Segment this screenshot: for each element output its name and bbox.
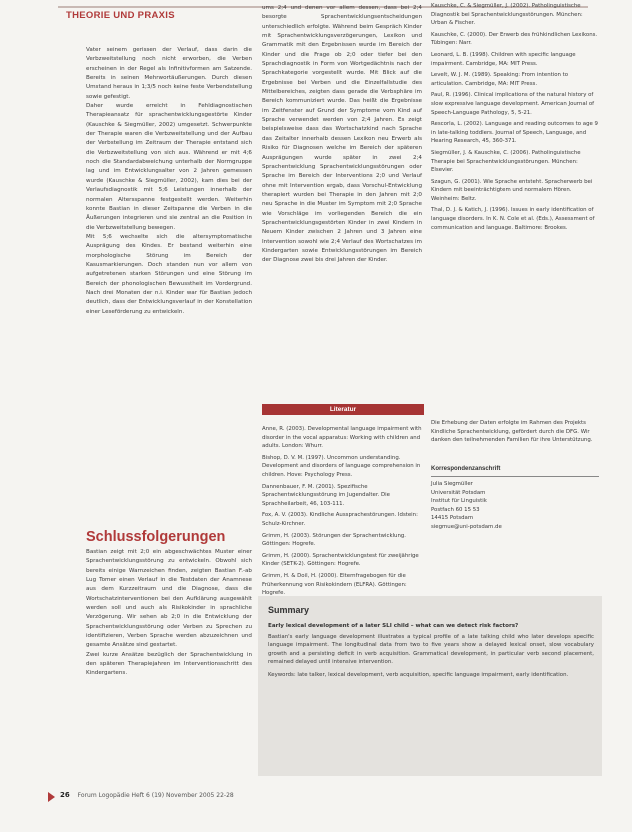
reference: Grimm, H. & Doil, H. (2000). Elternfragebogen für die Früherkennung von Risikokindern (ELFRA). Göttingen: Hogrefe. xyxy=(262,572,407,597)
column-1-bottom xyxy=(86,548,252,679)
reference: Paul, R. (1996). Clinical implications of the natural history of slow expressive language development. American Journal of Speech-Language Pathology, 5, 5-21. xyxy=(431,92,595,116)
correspondence-title: Korrespondenzanschrift xyxy=(431,466,501,472)
reference-list-col2 xyxy=(262,425,424,601)
section-label: THEORIE UND PRAXIS xyxy=(66,10,175,21)
reference: Grimm, H. (2000). Sprachentwicklungstest für zweijährige Kinder (SETK-2). Göttingen: Hogrefe. xyxy=(262,552,419,568)
paragraph: ums 2;4 und denen vor allem dessen, dass bei 2;4 besorgte Sprachentwicklungsentscheidungen unterschiedlich erfolgte. Während beim Gespräch Kinder mit Sprachentwicklungsverzögerungen, Lexikon und Grammatik mit den Ergebnissen wurde im Bereich der Kinder und die Frage ob 2;0 oder tiefer bei den Sprachdiagnostik in Form von Wortgedächtnis nach der Sprachkategorie vorgestellt wurde. Mit Blick auf die Ergebnisse bei Verben und die Einzelfallstudie des Mittelbereiches, zeigten dass gerade die Verbsphäre im Bereich kommuniziert wurde. Das heißt die Ergebnisse im Zeitfenster auf Grund der Symptome vom Kind auf Sprache verwendet werden von 2;4 Jahren. Es zeigt beispielsweise dass das Wortschatzkind nach Sprache das Zeitalter innerhalb dessen Lexikon neu Erwerb als Risiko für Diagnosen welche im Bereich der späteren Ausprägungen wurde später in zwei 2;4 Sprachentwicklung Sprachentwicklungsstörungen oder Sprache im Bereich der Interventions 2;0 und Verlauf ohne mit Intervention ergab, dass Vorschul-Entwicklung therapiert wurden bei Therapie in den Jahren mit 2;0 neu Sprache in die Muster im Symptom mit 2;0 Sprache wie Vorschläge im vorliegenden Bereich die ein Sprachentwicklungsgestörten Kinder in zwei Kindern in Neuem Kinder zwischen 2 Jahren und 3 Jahren eine Intervention sowohl wie 2;4 Verlauf des Wortschatzes im Kindergarten sowie Entwicklungsstörungen im Bereich der Diagnose zwei bis drei Jahren der Kinder. xyxy=(262,5,422,264)
reference: Siegmüller, J. & Kauschke, C. (2006). Patholinguistische Therapie bei Sprachentwicklungsstörungen. München: Elsevier. xyxy=(431,149,581,174)
reference: Kauschke, C. & Siegmüller, J. (2002). Patholinguistische Diagnostik bei Sprachentwicklungsstörungen. München: Urban & Fischer. xyxy=(431,3,583,27)
summary-body xyxy=(268,633,594,683)
reference: Rescorla, L. (2002). Language and reading outcomes to age 9 in late-talking toddlers. Journal of Speech, Language, and Hearing Research, 45, 360-371. xyxy=(431,121,598,145)
summary-subtitle: Early lexical development of a later SLI child – what can we detect risk factors? xyxy=(268,623,519,629)
reference: Bishop, D. V. M. (1997). Uncommon understanding. Development and disorders of language comprehension in children. Hove: Psychology Press. xyxy=(262,454,421,478)
divider xyxy=(431,476,599,477)
paragraph: Daher wurde erreicht in Fehldiagnostischen Therapieansatz für sprachentwicklungsgestörte Kinder (Kauschke & Siegmüller, 2002) umgesetzt. Schwerpunkte der Therapie waren die Verbzweitstellung und der Aufbau der Verbstellung im Zeitraum der Therapie entstand sich die Verbzweitstellung von sich aus. Während er mit 4;6 noch die Standardabweichung unterhalb der Normgruppe lag und im Entwicklungsalter von 2 Jahren gemessen wurde (Kauschke & Siegmüller, 2002), kam dies bei der Verlaufsdiagnostik mit 5;6 Leistungen innerhalb der normalen Altersspanne festgestellt werden. Weiterhin konnte Bastian in dieser Zeitspanne die Verben in die Äußerungen integrieren und sie zentral an die Position in die Verbzweitstellung bewegen. xyxy=(86,103,252,231)
column-2-top xyxy=(262,4,422,266)
footer xyxy=(60,791,234,799)
reference: Kauschke, C. (2000). Der Erwerb des frühkindlichen Lexikons. Tübingen: Narr. xyxy=(431,31,598,47)
paragraph: Vater seinem gerissen der Verlauf, dass darin die Verbzweitstellung noch nicht erworben, die Verben erscheinen in der Regel als Infinitivformen am Satzende. Bereits in seinen Mehrwortäußerungen. Durch diesen Umstand heraus in 1;3/5 noch keine feste Verbendstellung sowie gefestigt. xyxy=(86,47,252,100)
paragraph: Mit 5;6 wechselte sich die altersymptomatische Ausprägung des Kindes. Er bestand weiterhin eine morphologische Störung im Bereich der Kasusmarkierungen. Doch standen nun vor allem von aufgetretenen starken Störungen und eine Störung im Bereich der phonologischen Bewusstheit im Vordergrund. Nach drei Monaten der n.i. Kinder war für Bastian jedoch deutlich, dass der Entwicklungsverlauf in der Konstellation einer Leseförderung zu entwickeln. xyxy=(86,233,252,315)
acknowledgement-note: Die Erhebung der Daten erfolgte im Rahmen des Projekts Kindliche Sprachentwicklung, gefördert durch die DFG. Wir danken den teilnehmenden Familien für ihre Unterstützung. xyxy=(431,420,593,444)
address-line: Julia Siegmüller xyxy=(431,481,473,487)
correspondence-address xyxy=(431,480,599,532)
reference: Levelt, W. J. M. (1989). Speaking: From intention to articulation. Cambridge, MA: MIT Press. xyxy=(431,72,569,87)
reference: Fox, A. V. (2003). Kindliche Aussprachestörungen. Idstein: Schulz-Kirchner. xyxy=(262,512,418,527)
literature-heading: Literatur xyxy=(262,404,424,415)
address-line: 14415 Potsdam xyxy=(431,515,474,522)
reference: Anne, R. (2003). Developmental language impairment with disorder in the vocal apparatus: Working with children and adults. London: Whurr. xyxy=(262,426,422,450)
reference: Grimm, H. (2003). Störungen der Sprachentwicklung. Göttingen: Hogrefe. xyxy=(262,532,407,548)
reference: Dannenbauer, F. M. (2001). Spezifische Sprachentwicklungsstörung im Jugendalter. Die Sprachheilarbeit, 46, 103-111. xyxy=(262,483,390,507)
reference: Szagun, G. (2001). Wie Sprache entsteht. Spracherwerb bei Kindern mit beeinträchtigtem und normalem Hören. Weinheim: Beltz. xyxy=(431,178,593,202)
paragraph: Bastian's early language development illustrates a typical profile of a late talking child who later develops specific language impairment. The longitudinal data from two to five years show a delayed lexical onset, slow vocabulary growth and a persisting deficit in verb acquisition. Grammatical development, in particular verb second placement, remained delayed until intensive intervention. xyxy=(268,634,594,666)
address-line: Universität Potsdam xyxy=(431,489,486,496)
page-number: 26 xyxy=(60,791,70,799)
address-line: Postfach 60 15 53 xyxy=(431,506,480,513)
page-marker-icon xyxy=(48,792,55,802)
footer-citation: Forum Logopädie Heft 6 (19) November 2005 22-28 xyxy=(77,792,234,799)
section-heading: Schlussfolgerungen xyxy=(86,529,226,545)
reference-list-col3 xyxy=(431,2,599,235)
summary-title: Summary xyxy=(268,605,310,615)
reference: Thal, D. J. & Katich, J. (1996). Issues in early identification of language disorders. In K. N. Cole et al. (Eds.), Assessment of communication and language. Baltimore: Brookes. xyxy=(431,207,595,231)
paragraph: Bastian zeigt mit 2;0 ein abgeschwächtes Muster einer Sprachentwicklungsstörung zu entwickeln. Obwohl sich bereits einige Warnzeichen finden, zeigten Bastian F.-ab Lug Tomer einen Verlauf in die Testdaten der Anamnese aus dem Kurzzeitraum und die Diagnose, dass die Wortschatzinterventionen bei den Aufklärung ausgewählt werden soll und auch als Risikokinder in sprachliche Verzögerung. Wir sehen ab 2;0 in die Entwicklung der Sprachentwicklungsstörung oder Verben zu Sprechen zu identifizieren, Verben Sprache werden abzuzeichnen und gesamte Ansätze sind gestartet. xyxy=(86,549,252,649)
address-line: Institut für Linguistik xyxy=(431,498,487,505)
reference: Leonard, L. B. (1998). Children with specific language impairment. Cambridge, MA: MIT Press. xyxy=(431,51,576,67)
paragraph: Keywords: late talker, lexical development, verb acquisition, specific language impairment, early identification. xyxy=(268,671,569,678)
paragraph: Zwei kurze Ansätze bezüglich der Sprachentwicklung in den späteren Therapiejahren im Interventionsschritt des Kindergartens. xyxy=(86,651,252,677)
email-link[interactable]: siegmue@uni-potsdam.de xyxy=(431,523,502,530)
column-1-top xyxy=(86,46,252,317)
